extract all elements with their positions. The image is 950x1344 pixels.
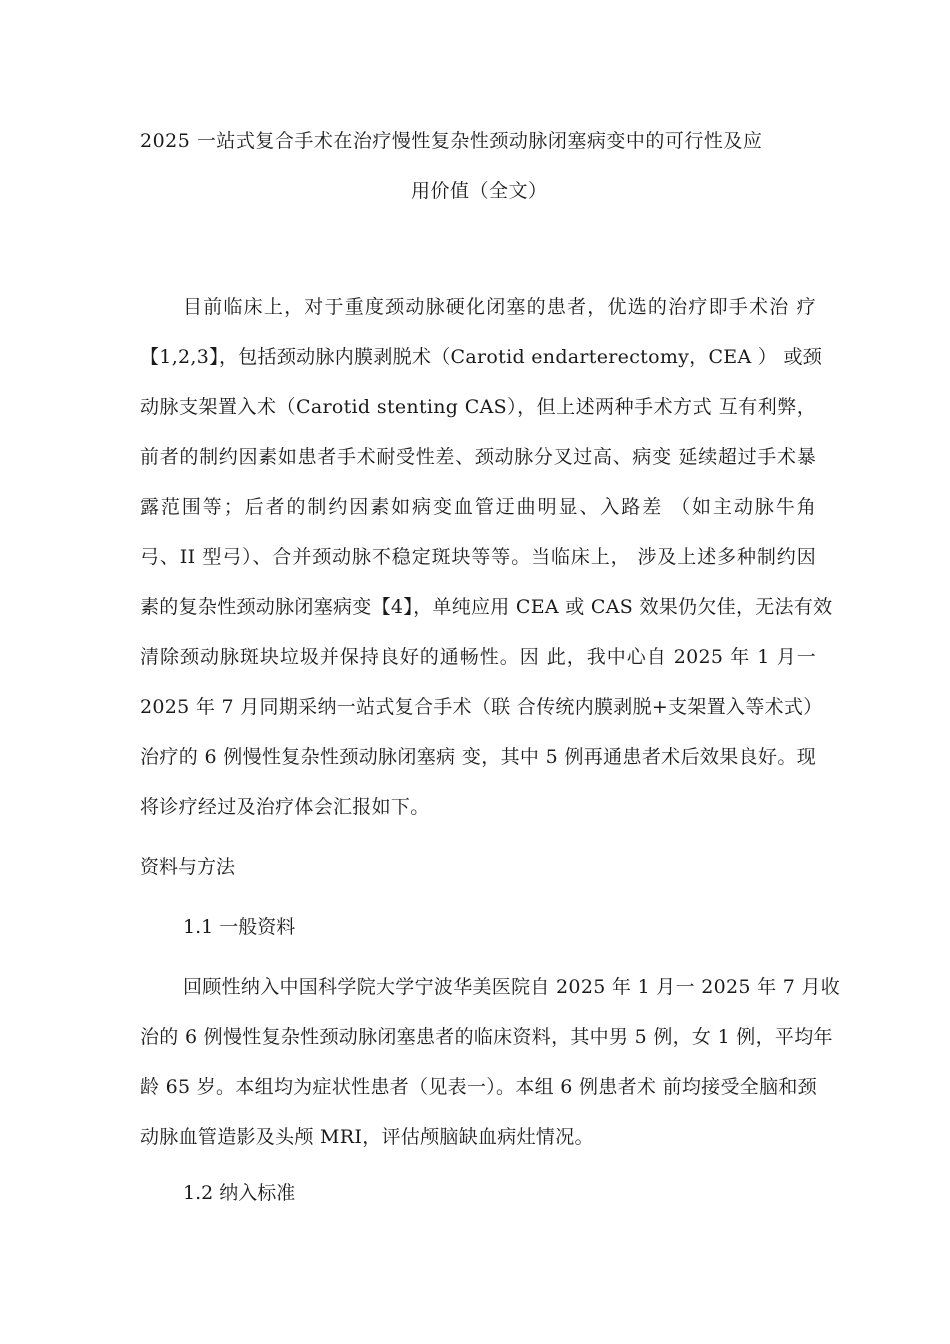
general-data-line: 动脉血管造影及头颅 MRI，评估颅脑缺血病灶情况。 [140,1126,594,1148]
intro-line: 弓、II 型弓）、合并颈动脉不稳定斑块等等。当临床上， 涉及上述多种制约因 [140,546,816,568]
section-heading: 资料与方法 [140,856,236,878]
intro-line: 素的复杂性颈动脉闭塞病变【4】，单纯应用 CEA 或 CAS 效果仍欠佳，无法有效 [140,596,833,618]
intro-line: 2025 年 7 月同期采纳一站式复合手术（联 合传统内膜剥脱+支架置入等术式） [140,696,823,718]
subsection-heading-1-2: 1.2 纳入标准 [183,1182,296,1204]
subsection-heading-1-1: 1.1 一般资料 [183,916,296,938]
document-title-line-2: 用价值（全文） [411,180,548,202]
general-data-line: 治的 6 例慢性复杂性颈动脉闭塞患者的临床资料，其中男 5 例，女 1 例，平均年 [140,1026,833,1048]
intro-line: 目前临床上，对于重度颈动脉硬化闭塞的患者，优选的治疗即手术治 疗 [183,296,816,318]
intro-line: 【1,2,3】，包括颈动脉内膜剥脱术（Carotid endarterectomy，CEA ） 或颈 [140,346,823,368]
intro-line: 前者的制约因素如患者手术耐受性差、颈动脉分叉过高、病变 延续超过手术暴 [140,446,816,468]
document-title-line-1: 2025 一站式复合手术在治疗慢性复杂性颈动脉闭塞病变中的可行性及应 [140,130,763,152]
intro-line: 露范围等；后者的制约因素如病变血管迂曲明显、入路差 （如主动脉牛角 [140,496,816,518]
general-data-line: 回顾性纳入中国科学院大学宁波华美医院自 2025 年 1 月一 2025 年 7 月收 [183,976,841,998]
intro-line: 治疗的 6 例慢性复杂性颈动脉闭塞病 变，其中 5 例再通患者术后效果良好。现 [140,746,816,768]
intro-line: 清除颈动脉斑块垃圾并保持良好的通畅性。因 此，我中心自 2025 年 1 月一 [140,646,816,668]
general-data-line: 龄 65 岁。本组均为症状性患者（见表一）。本组 6 例患者术 前均接受全脑和颈 [140,1076,817,1098]
intro-line: 将诊疗经过及治疗体会汇报如下。 [140,796,430,818]
intro-line: 动脉支架置入术（Carotid stenting CAS），但上述两种手术方式 互有利弊， [140,396,816,418]
